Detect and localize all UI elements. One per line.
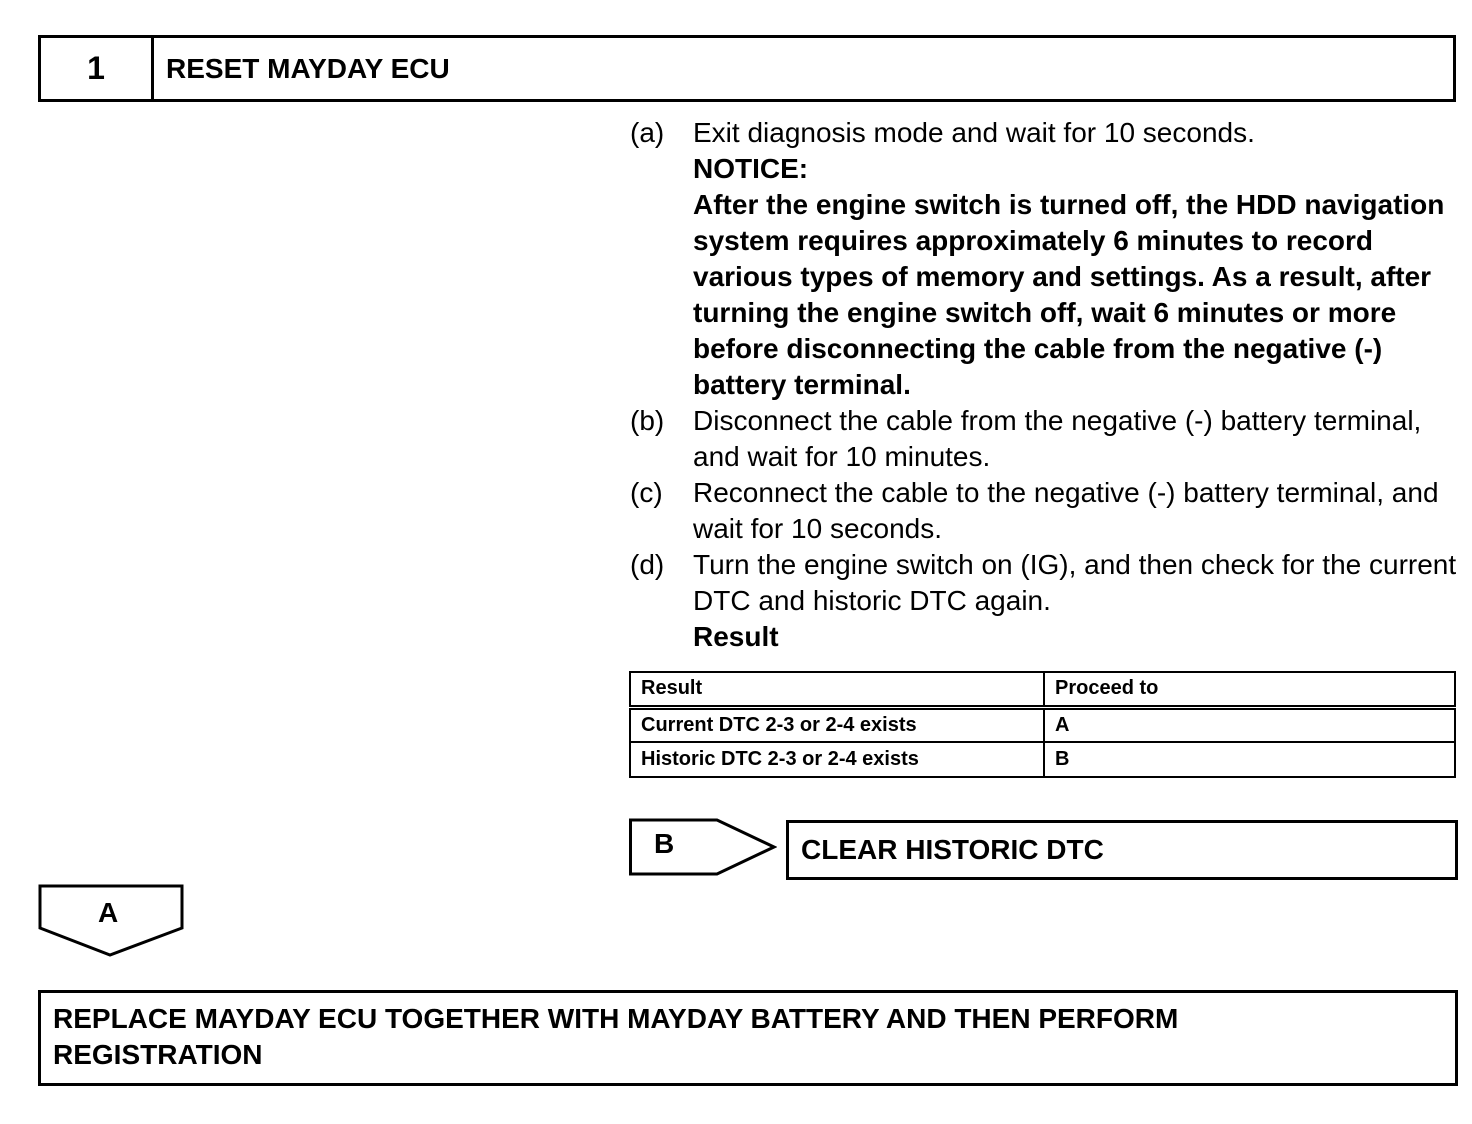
procedure-item-b (630, 403, 1460, 475)
table-cell-proceed: B (1044, 742, 1455, 777)
table-cell-result: Current DTC 2-3 or 2-4 exists (630, 707, 1044, 742)
procedure-list (630, 115, 1460, 655)
table-cell-proceed: A (1044, 707, 1455, 742)
step-header (38, 35, 1456, 102)
notice-heading: NOTICE: (693, 153, 809, 184)
branch-a-label: A (98, 897, 119, 928)
procedure-text: Turn the engine switch on (IG), and then check for the current DTC and historic DTC again. (693, 549, 1457, 616)
procedure-letter: (a) (630, 117, 665, 148)
notice-text: After the engine switch is turned off, the HDD navigation system requires approximately 6 minutes to record various types of memory and settings. As a result, after turning the engine switch off, wait 6 minutes or more before disconnecting the cable from the negative (-) battery terminal. (693, 189, 1445, 400)
table-row (630, 742, 1455, 777)
table-header-result: Result (630, 672, 1044, 707)
table-row (630, 707, 1455, 742)
procedure-letter: (c) (630, 477, 663, 508)
replace-ecu-line-2: REGISTRATION (53, 1039, 263, 1070)
result-heading: Result (693, 621, 779, 652)
replace-ecu-box (38, 990, 1458, 1086)
table-header-proceed: Proceed to (1044, 672, 1455, 707)
replace-ecu-line-1: REPLACE MAYDAY ECU TOGETHER WITH MAYDAY BATTERY AND THEN PERFORM (53, 1003, 1179, 1034)
procedure-text: Exit diagnosis mode and wait for 10 seconds. (693, 117, 1255, 148)
step-title: RESET MAYDAY ECU (166, 52, 450, 84)
procedure-letter: (d) (630, 549, 665, 580)
table-header-row (630, 672, 1455, 707)
branch-b-label: B (654, 828, 675, 859)
procedure-letter: (b) (630, 405, 665, 436)
branch-b-arrow-icon (629, 818, 777, 876)
procedure-text: Reconnect the cable to the negative (-) battery terminal, and wait for 10 seconds. (693, 477, 1439, 544)
result-table (629, 671, 1456, 778)
procedure-item-d (630, 547, 1460, 655)
table-cell-result: Historic DTC 2-3 or 2-4 exists (630, 742, 1044, 777)
step-number: 1 (41, 38, 154, 99)
procedure-item-a (630, 115, 1460, 403)
clear-historic-dtc-box: CLEAR HISTORIC DTC (786, 820, 1458, 880)
procedure-text: Disconnect the cable from the negative (-) battery terminal, and wait for 10 minutes. (693, 405, 1422, 472)
procedure-item-c (630, 475, 1460, 547)
